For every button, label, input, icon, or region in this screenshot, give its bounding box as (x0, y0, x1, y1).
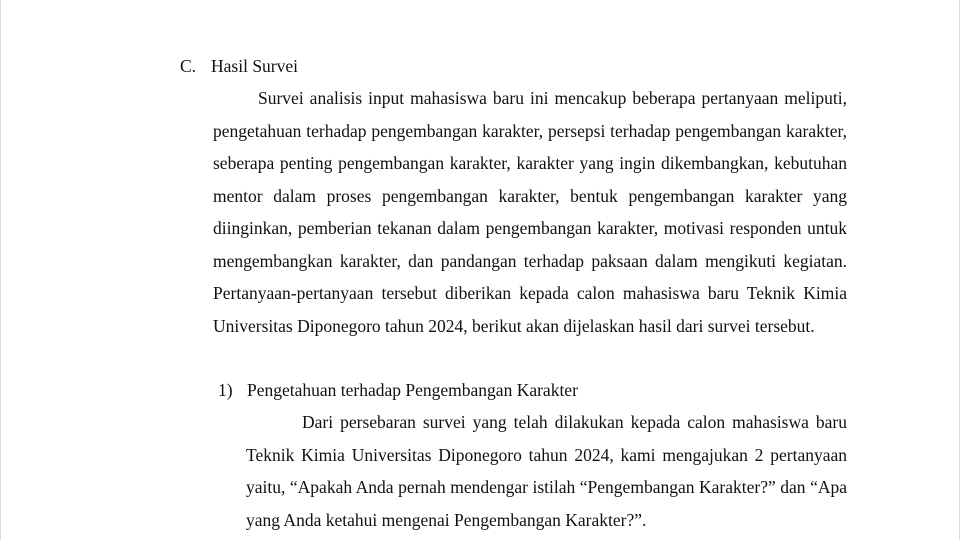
section-paragraph: Survei analisis input mahasiswa baru ini mencakup beberapa pertanyaan meliputi, pengetahuan terhadap pengembangan karakter, persepsi terhadap pengembangan karakter, seberapa penting pengembangan karakter, karakter yang ingin dikembangkan, kebutuhan mentor dalam proses pengembangan karakter, bentuk pengembangan karakter yang diinginkan, pemberian tekanan dalam pengembangan karakter, motivasi responden untuk mengembangkan karakter, dan pandangan terhadap paksaan dalam mengikuti kegiatan. Pertanyaan-pertanyaan tersebut diberikan kepada calon mahasiswa baru Teknik Kimia Universitas Diponegoro tahun 2024, berikut akan dijelaskan hasil dari survei tersebut. (213, 88, 847, 336)
subsection-number: 1) (218, 380, 233, 400)
page-edge-left (0, 0, 1, 540)
section-heading (180, 54, 298, 78)
subsection-title: Pengetahuan terhadap Pengembangan Karakter (247, 380, 578, 400)
subsection-paragraph: Dari persebaran survei yang telah dilakukan kepada calon mahasiswa baru Teknik Kimia Universitas Diponegoro tahun 2024, kami mengajukan 2 pertanyaan yaitu, “Apakah Anda pernah mendengar istilah “Pengembangan Karakter?” dan “Apa yang Anda ketahui mengenai Pengembangan Karakter?”. (246, 412, 847, 530)
section-number: C. (180, 56, 197, 76)
section-title: Hasil Survei (211, 56, 299, 76)
subsection-heading (218, 378, 578, 402)
